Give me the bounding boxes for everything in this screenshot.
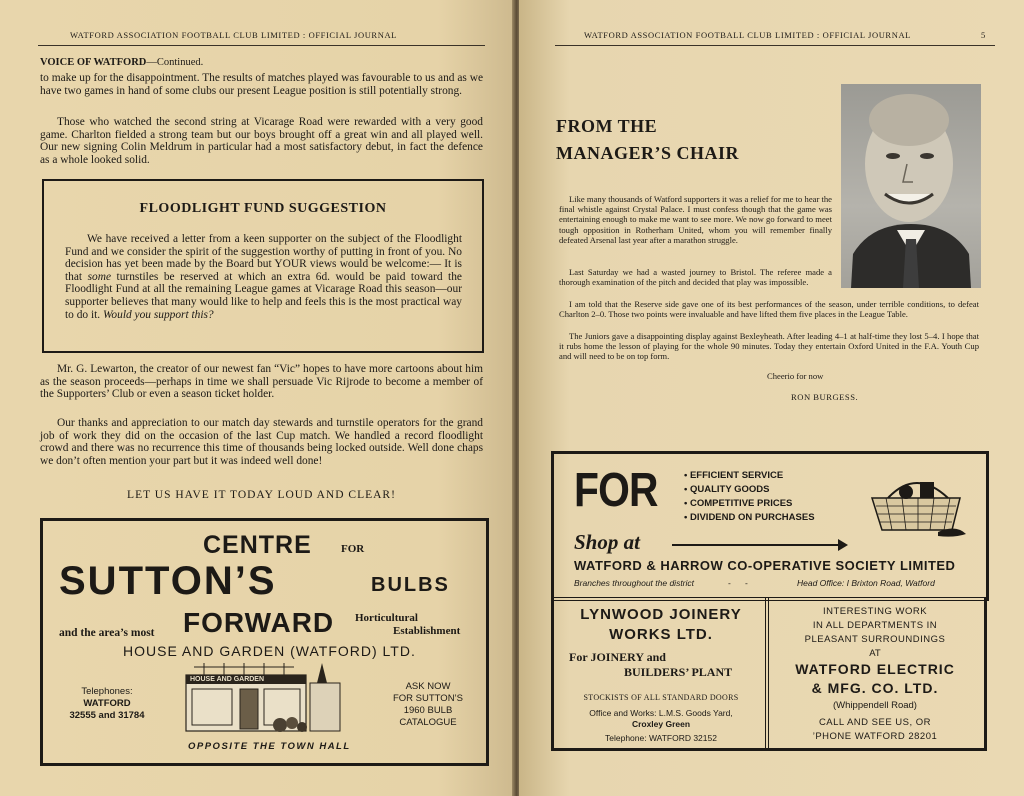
- bullet-label: EFFICIENT SERVICE: [689, 470, 784, 481]
- ad-house-garden: HOUSE AND GARDEN (WATFORD) LTD.: [123, 643, 416, 659]
- paragraph: I am told that the Reserve side gave one of its best performances of the season, under terrible conditions, to defeat Charlton 2–0. Those two points were invaluable and have lifted them five places in the League Table.: [559, 299, 979, 320]
- ad-bulbs: BULBS: [371, 574, 450, 596]
- lynwood-name1: LYNWOOD JOINERY: [580, 606, 742, 623]
- continued-heading: [40, 57, 203, 68]
- electric-line1: INTERESTING WORK: [822, 606, 928, 617]
- paragraph: Mr. G. Lewarton, the creator of our newest fan “Vic” hopes to have more cartoons about him as the season proceeds—perhaps in time we shall persuade Vic Rijrode to become a member of the Supporters’ Club or even a season ticket holder.: [40, 363, 483, 401]
- coop-head-office: Head Office: I Brixton Road, Watford: [797, 578, 935, 588]
- ad-telephone: [55, 686, 159, 722]
- header-rule: [38, 45, 485, 46]
- ad-horticultural: Horticultural: [355, 612, 418, 624]
- floodlight-title: FLOODLIGHT FUND SUGGESTION: [139, 201, 387, 216]
- running-head: WATFORD ASSOCIATION FOOTBALL CLUB LIMITED : OFFICIAL JOURNAL: [584, 30, 911, 40]
- bulb-year: 1960 BULB: [403, 705, 453, 716]
- ad-for: FOR: [341, 543, 365, 555]
- lynwood-builders: BUILDERS’ PLANT: [624, 665, 733, 679]
- tel-label: Telephones:: [81, 686, 133, 697]
- right-page: [519, 0, 1024, 796]
- separator-dash: - -: [728, 578, 748, 588]
- tel-name: WATFORD: [83, 698, 131, 709]
- paragraph: Last Saturday we had a wasted journey to Bristol. The referee made a thorough examination of the pitch and decided that play was impossible.: [559, 267, 832, 288]
- shop-at: Shop at: [574, 530, 640, 554]
- ad-ask-now: [373, 681, 483, 729]
- slogan: LET US HAVE IT TODAY LOUD AND CLEAR!: [127, 489, 396, 501]
- bullet-item: • EFFICIENT SERVICE: [684, 470, 784, 481]
- page-number: 5: [981, 30, 986, 40]
- ad-opposite: OPPOSITE THE TOWN HALL: [188, 741, 351, 752]
- lynwood-stockists: STOCKISTS OF ALL STANDARD DOORS: [583, 693, 739, 702]
- paragraph: Like many thousands of Watford supporters it was a relief for me to hear the final whistle against Crystal Palace. I must confess though that the game was entertaining enough to make me want to see more. We now go forward to meet tough opposition in Rotherham United, whom you will remember finally defeated Arsenal last year after a marathon struggle.: [559, 194, 832, 245]
- floodlight-text-part: turnstiles be reserved at which an extra 6d. would be paid toward the Floodlight Fund at all the remaining League games at Vicarage Road this season—our supporter believes that many would like to help and feels this is the most practical way to do it.: [65, 270, 462, 321]
- electric-name1: WATFORD ELECTRIC: [795, 661, 955, 677]
- continued-suffix: —Continued.: [146, 57, 204, 68]
- ad-and-most: and the area’s most: [59, 627, 155, 639]
- bullet-label: QUALITY GOODS: [689, 484, 770, 495]
- bullet-label: COMPETITIVE PRICES: [689, 498, 793, 509]
- bullet-item: • COMPETITIVE PRICES: [684, 498, 793, 509]
- ad-forward: FORWARD: [183, 607, 335, 638]
- basket-icon: [866, 474, 970, 538]
- tel-numbers: 32555 and 31784: [69, 710, 145, 721]
- floodlight-box: [42, 179, 484, 353]
- paragraph: to make up for the disappointment. The results of matches played was favourable to us and as we have two games in hand of some clubs our present League position is still potentially strong.: [40, 72, 483, 97]
- floodlight-text-part: We have received a letter from a keen supporter on the subject of the Floodlight Fund and we consider the spirit of the suggestion worthy of putting in front of you. No decision has yet been made by the Board but YOUR views would be welcome:— It is that: [65, 233, 462, 283]
- electric-phone: ’PHONE WATFORD 28201: [812, 731, 938, 742]
- lynwood-telephone: Telephone: WATFORD 32152: [605, 733, 717, 743]
- coop-branches: Branches throughout the district: [574, 578, 695, 588]
- signature: RON BURGESS.: [791, 392, 859, 402]
- electric-call: CALL AND SEE US, OR: [818, 717, 932, 728]
- catalogue: CATALOGUE: [399, 717, 457, 728]
- shop-sign: HOUSE AND GARDEN: [190, 676, 265, 683]
- lynwood-works: Office and Works: L.M.S. Goods Yard,: [589, 708, 733, 718]
- emphasis: some: [87, 270, 112, 283]
- floodlight-question: Would you support this?: [102, 308, 214, 321]
- lynwood-for-joinery: For JOINERY and: [569, 650, 666, 664]
- article-title-line1: FROM THE: [556, 116, 658, 136]
- bullet-item: • QUALITY GOODS: [684, 484, 770, 495]
- section-label: VOICE OF WATFORD: [40, 57, 147, 68]
- coop-society: WATFORD & HARROW CO-OPERATIVE SOCIETY LIMITED: [574, 558, 956, 573]
- electric-line2: IN ALL DEPARTMENTS IN: [812, 620, 938, 631]
- signoff: Cheerio for now: [767, 371, 824, 381]
- lynwood-name2: WORKS LTD.: [609, 626, 713, 643]
- header-rule: [555, 45, 995, 46]
- electric-line3: PLEASANT SURROUNDINGS: [804, 634, 946, 645]
- coop-for: FOR: [574, 464, 658, 517]
- floodlight-text: [65, 233, 462, 321]
- shop-illustration: [184, 661, 344, 737]
- ad-establishment: Establishment: [393, 625, 461, 637]
- bullet-label: DIVIDEND ON PURCHASES: [689, 512, 815, 523]
- running-head: WATFORD ASSOCIATION FOOTBALL CLUB LIMITED : OFFICIAL JOURNAL: [70, 30, 397, 40]
- article-title-line2: MANAGER’S CHAIR: [556, 143, 739, 163]
- ad-suttons: SUTTON’S: [59, 559, 277, 603]
- coop-advert: [551, 451, 989, 601]
- lynwood-advert: [551, 597, 769, 751]
- suttons-advert: [40, 518, 489, 766]
- paragraph: The Juniors gave a disappointing display against Bexleyheath. After leading 4–1 at half-time they lost 5–4. I hope that it rubs home the lesson of playing for the whole 90 minutes. Today they entertain Oxford United in the F.A. Youth Cup and will need to be on top form.: [559, 331, 979, 362]
- electric-name2: & MFG. CO. LTD.: [811, 680, 939, 696]
- lynwood-croxley: Croxley Green: [631, 719, 691, 729]
- for-suttons: FOR SUTTON’S: [392, 693, 464, 704]
- watford-electric-advert: [765, 597, 987, 751]
- ask-now: ASK NOW: [405, 681, 451, 692]
- ad-centre: CENTRE: [203, 531, 312, 559]
- paragraph: Our thanks and appreciation to our match day stewards and turnstile operators for the grand job of work they did on the occasion of the last Cup match. We handled a record floodlight crowd and there was no recurrence this time of thousands being locked outside. Well done chaps we don’t often mention your part but it was indeed well done!: [40, 417, 483, 467]
- bullet-item: • DIVIDEND ON PURCHASES: [684, 512, 815, 523]
- arrow-right-icon: [838, 539, 848, 551]
- manager-photo: [841, 84, 981, 288]
- electric-at: AT: [869, 648, 881, 659]
- electric-road: (Whippendell Road): [833, 700, 917, 711]
- paragraph: Those who watched the second string at Vicarage Road were rewarded with a very good game. Charlton fielded a strong team but our boys brought off a great win and all played well. Our new signing Colin Meldrum in particular had a most satisfactory debut, in fact the defence as a whole looked solid.: [40, 116, 483, 166]
- arrow-line: [672, 544, 840, 546]
